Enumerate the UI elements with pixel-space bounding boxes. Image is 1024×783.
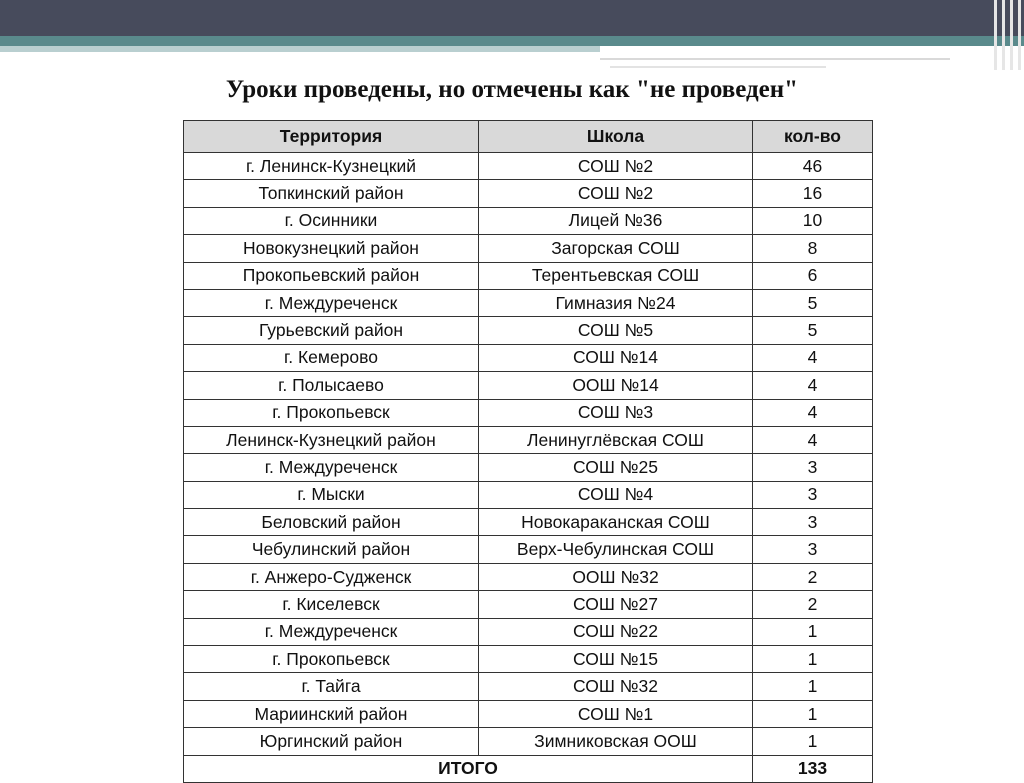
total-label: ИТОГО — [184, 755, 753, 782]
table-header-row — [184, 121, 873, 153]
accent-band — [0, 36, 1024, 46]
table-row — [184, 344, 873, 371]
cell-count: 8 — [753, 235, 873, 262]
table-row — [184, 481, 873, 508]
cell-count: 4 — [753, 344, 873, 371]
table-row — [184, 180, 873, 207]
cell-count: 2 — [753, 591, 873, 618]
cell-territory: Юргинский район — [184, 728, 479, 755]
cell-territory: г. Полысаево — [184, 372, 479, 399]
cell-territory: г. Киселевск — [184, 591, 479, 618]
cell-school: СОШ №25 — [479, 454, 753, 481]
cell-territory: г. Мыски — [184, 481, 479, 508]
cell-school: Загорская СОШ — [479, 235, 753, 262]
table-row — [184, 235, 873, 262]
table-row — [184, 591, 873, 618]
cell-territory: г. Осинники — [184, 207, 479, 234]
cell-count: 2 — [753, 563, 873, 590]
cell-school: Лицей №36 — [479, 207, 753, 234]
cell-count: 1 — [753, 618, 873, 645]
slide-title: Уроки проведены, но отмечены как "не проведен" — [225, 76, 799, 103]
cell-count: 1 — [753, 728, 873, 755]
cell-territory: Чебулинский район — [184, 536, 479, 563]
cell-count: 1 — [753, 646, 873, 673]
cell-count: 3 — [753, 536, 873, 563]
cell-territory: Прокопьевский район — [184, 262, 479, 289]
cell-territory: г. Ленинск-Кузнецкий — [184, 153, 479, 180]
cell-count: 3 — [753, 454, 873, 481]
cell-count: 46 — [753, 153, 873, 180]
cell-count: 3 — [753, 509, 873, 536]
cell-count: 1 — [753, 700, 873, 727]
cell-territory: Ленинск-Кузнецкий район — [184, 426, 479, 453]
cell-count: 4 — [753, 399, 873, 426]
table-row — [184, 207, 873, 234]
header-bar — [0, 0, 1024, 36]
cell-school: Терентьевская СОШ — [479, 262, 753, 289]
cell-count: 5 — [753, 317, 873, 344]
cell-count: 10 — [753, 207, 873, 234]
cell-school: СОШ №14 — [479, 344, 753, 371]
cell-territory: г. Кемерово — [184, 344, 479, 371]
divider-line-short — [610, 66, 826, 68]
cell-count: 5 — [753, 289, 873, 316]
cell-territory: г. Междуреченск — [184, 289, 479, 316]
corner-decoration — [988, 0, 1024, 70]
cell-territory: г. Междуреченск — [184, 454, 479, 481]
cell-territory: Топкинский район — [184, 180, 479, 207]
cell-territory: г. Анжеро-Судженск — [184, 563, 479, 590]
cell-school: СОШ №2 — [479, 180, 753, 207]
total-value: 133 — [753, 755, 873, 782]
table-row — [184, 317, 873, 344]
table-row — [184, 426, 873, 453]
cell-count: 4 — [753, 372, 873, 399]
cell-school: Новокараканская СОШ — [479, 509, 753, 536]
column-header-school: Школа — [479, 121, 753, 153]
table-row — [184, 618, 873, 645]
cell-territory: г. Прокопьевск — [184, 399, 479, 426]
table-row — [184, 646, 873, 673]
cell-school: СОШ №1 — [479, 700, 753, 727]
results-table — [183, 120, 873, 783]
table-row — [184, 153, 873, 180]
cell-school: СОШ №22 — [479, 618, 753, 645]
cell-count: 6 — [753, 262, 873, 289]
cell-count: 4 — [753, 426, 873, 453]
cell-school: СОШ №27 — [479, 591, 753, 618]
cell-school: СОШ №5 — [479, 317, 753, 344]
cell-school: СОШ №32 — [479, 673, 753, 700]
table-row — [184, 563, 873, 590]
accent-band-light — [0, 46, 600, 52]
cell-school: СОШ №2 — [479, 153, 753, 180]
table-row — [184, 289, 873, 316]
cell-territory: г. Прокопьевск — [184, 646, 479, 673]
table-total-row — [184, 755, 873, 782]
cell-school: Гимназия №24 — [479, 289, 753, 316]
cell-territory: г. Междуреченск — [184, 618, 479, 645]
cell-territory: г. Тайга — [184, 673, 479, 700]
cell-school: ООШ №14 — [479, 372, 753, 399]
cell-count: 3 — [753, 481, 873, 508]
table-row — [184, 673, 873, 700]
column-header-count: кол-во — [753, 121, 873, 153]
table-body — [184, 153, 873, 783]
cell-territory: Беловский район — [184, 509, 479, 536]
cell-school: Верх-Чебулинская СОШ — [479, 536, 753, 563]
table-row — [184, 454, 873, 481]
table-row — [184, 262, 873, 289]
divider-line — [600, 58, 950, 60]
cell-count: 16 — [753, 180, 873, 207]
cell-count: 1 — [753, 673, 873, 700]
cell-territory: Мариинский район — [184, 700, 479, 727]
table-row — [184, 509, 873, 536]
cell-territory: Новокузнецкий район — [184, 235, 479, 262]
column-header-territory: Территория — [184, 121, 479, 153]
cell-school: Ленинуглёвская СОШ — [479, 426, 753, 453]
table-row — [184, 399, 873, 426]
table-row — [184, 372, 873, 399]
cell-school: СОШ №3 — [479, 399, 753, 426]
cell-territory: Гурьевский район — [184, 317, 479, 344]
cell-school: ООШ №32 — [479, 563, 753, 590]
cell-school: Зимниковская ООШ — [479, 728, 753, 755]
table-row — [184, 536, 873, 563]
cell-school: СОШ №15 — [479, 646, 753, 673]
cell-school: СОШ №4 — [479, 481, 753, 508]
table-row — [184, 700, 873, 727]
table-row — [184, 728, 873, 755]
